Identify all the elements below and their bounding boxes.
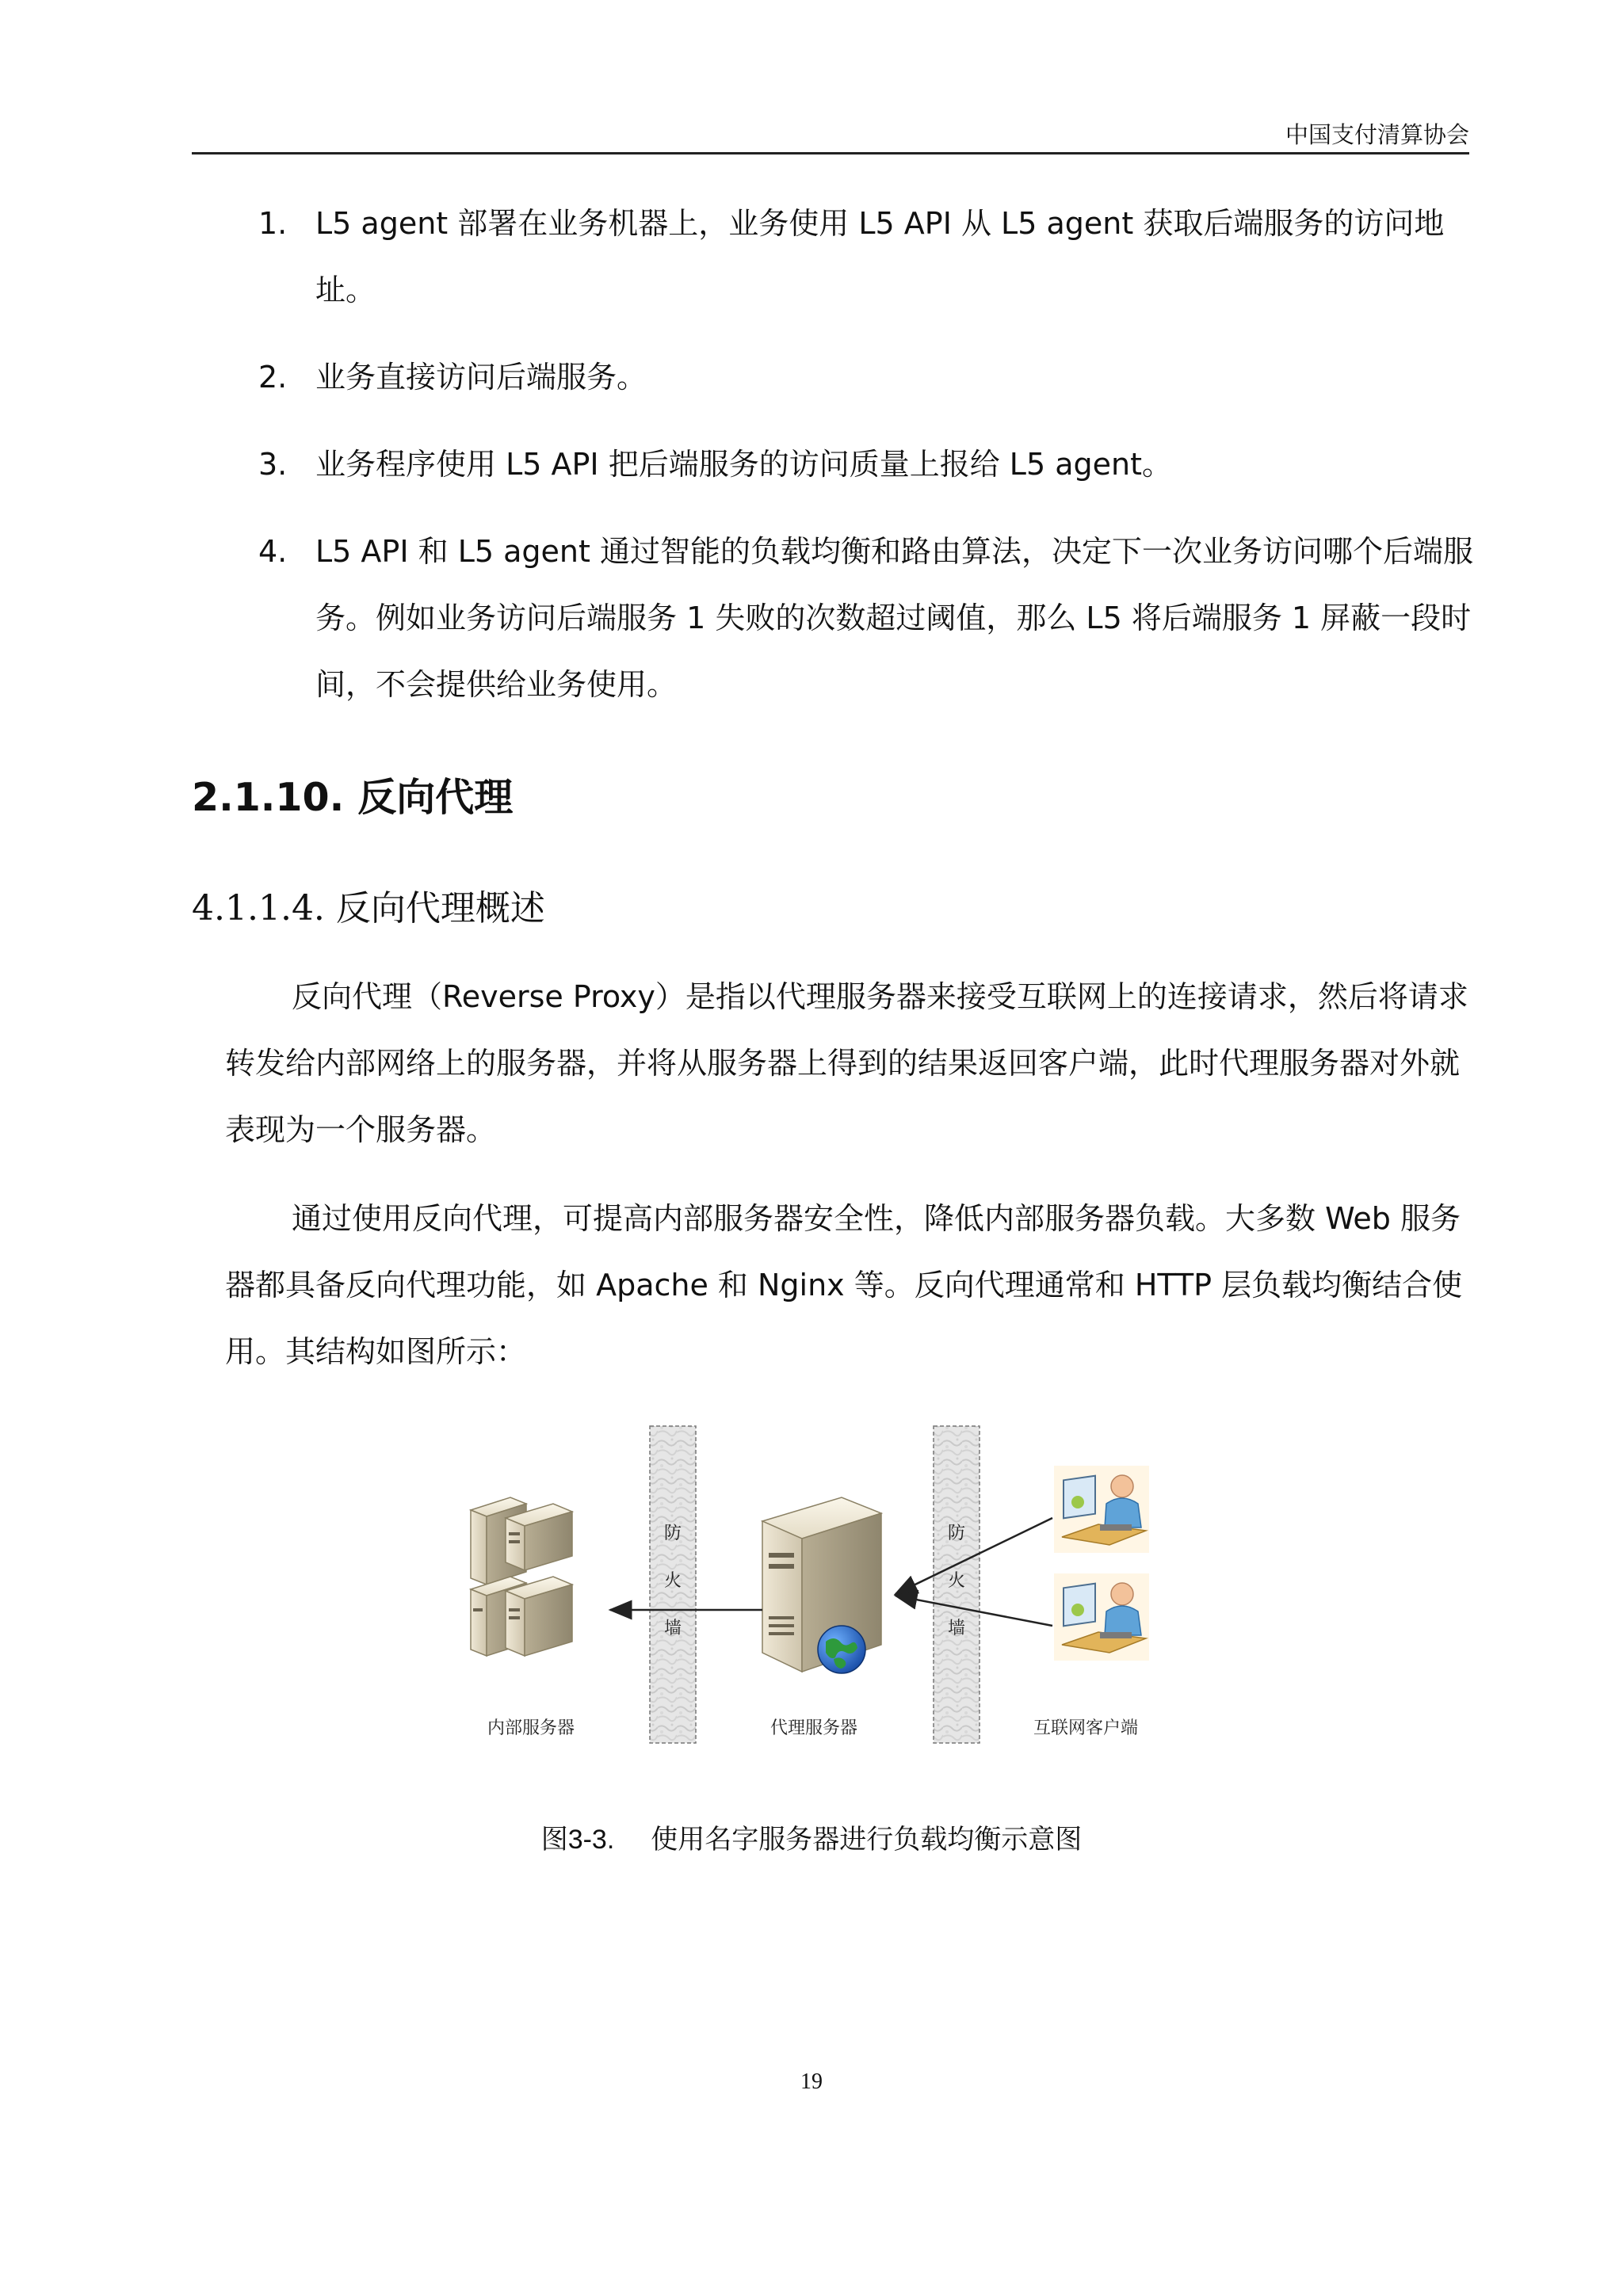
list-text: L5 API 和 L5 agent 通过智能的负载均衡和路由算法，决定下一次业务访问哪个后端服务。例如业务访问后端服务 1 失败的次数超过阈值，那么 L5 将后端服务 1 屏蔽一段时间，不会提供给业务使用。 — [315, 534, 1473, 702]
proxy-server-label: 代理服务器 — [769, 1718, 858, 1738]
list-number: 2. — [258, 360, 288, 395]
client-label: 互联网客户端 — [1033, 1718, 1139, 1738]
firewall-char: 火 — [947, 1571, 966, 1591]
firewall-char: 墙 — [663, 1619, 682, 1638]
firewall-char: 防 — [947, 1524, 966, 1543]
list-number: 3. — [258, 447, 288, 482]
header-org-name: 中国支付清算协会 — [1285, 121, 1469, 148]
list-item — [192, 431, 1476, 498]
list-text: 业务程序使用 L5 API 把后端服务的访问质量上报给 L5 agent。 — [315, 447, 1172, 482]
numbered-list — [192, 190, 1476, 738]
page-number: 19 — [800, 2069, 823, 2094]
firewall-char: 防 — [663, 1524, 682, 1543]
body-paragraph: 反向代理（Reverse Proxy）是指以代理服务器来接受互联网上的连接请求，然后将请求转发给内部网络上的服务器，并将从服务器上得到的结果返回客户端，此时代理服务器对外就表现为一个服务器。 — [225, 979, 1468, 1147]
subsection-heading: 4.1.1.4. 反向代理概述 — [192, 888, 545, 929]
list-item — [192, 518, 1476, 718]
reverse-proxy-diagram — [468, 1418, 1165, 1767]
body-paragraph: 通过使用反向代理，可提高内部服务器安全性，降低内部服务器负载。大多数 Web 服务器都具备反向代理功能，如 Apache 和 Nginx 等。反向代理通常和 HTTP 层负载均衡结合使用。其结构如图所示： — [225, 1201, 1463, 1369]
client-user-icon — [1054, 1466, 1149, 1553]
figure-caption-text: 使用名字服务器进行负载均衡示意图 — [651, 1825, 1083, 1855]
internal-server-label: 内部服务器 — [487, 1718, 575, 1738]
list-number: 1. — [258, 206, 288, 241]
page-header — [192, 111, 1469, 154]
list-item — [192, 190, 1476, 323]
list-number: 4. — [258, 534, 288, 569]
globe-icon — [818, 1626, 865, 1673]
firewall-char: 墙 — [947, 1619, 966, 1638]
section-heading: 2.1.10. 反向代理 — [192, 775, 514, 820]
firewall-char: 火 — [663, 1571, 682, 1591]
figure-caption — [0, 1817, 1623, 1856]
list-text: L5 agent 部署在业务机器上，业务使用 L5 API 从 L5 agent 获取后端服务的访问地址。 — [315, 206, 1445, 307]
list-text: 业务直接访问后端服务。 — [315, 360, 647, 395]
client-user-icon — [1054, 1573, 1149, 1661]
list-item — [192, 344, 1476, 410]
figure-caption-number: 图3-3. — [540, 1825, 615, 1855]
